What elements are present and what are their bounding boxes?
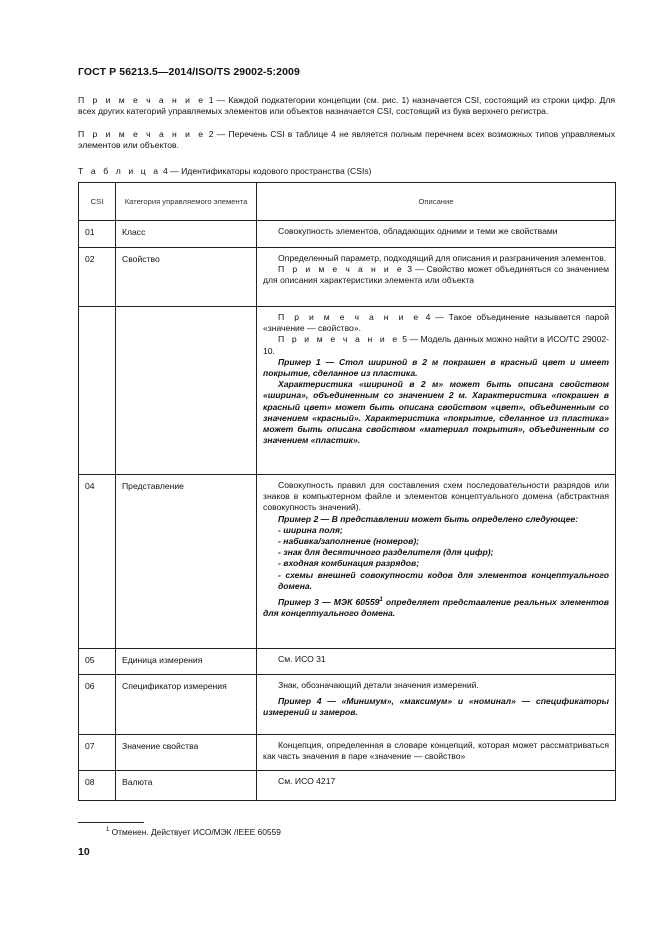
description-cell (257, 649, 616, 675)
caption-label: Т а б л и ц а (78, 166, 161, 176)
document-header: ГОСТ Р 56213.5—2014/ISO/TS 29002-5:2009 (78, 66, 300, 78)
table-row (79, 475, 616, 649)
description-text: См. ИСО 31 (278, 654, 326, 664)
description-text: Совокупность элементов, обладающих одними и теми же свойствами (278, 226, 558, 236)
caption-text: 4 — Идентификаторы кодового пространства (CSIs) (160, 166, 372, 176)
header-description: Описание (257, 183, 616, 221)
csi-code: 08 (79, 771, 116, 801)
note-3 (263, 264, 609, 286)
note-text: 5 — Модель данных можно найти в ИСО/ТС 29002-10. (263, 334, 609, 356)
category-name: Единица измерения (116, 649, 257, 675)
csi-code (79, 307, 116, 475)
note-label: П р и м е ч а н и е (78, 95, 206, 105)
example-3 (263, 597, 609, 619)
category-name: Свойство (116, 248, 257, 307)
page-number: 10 (78, 846, 90, 858)
note-label: П р и м е ч а н и е (278, 312, 421, 322)
note-text: 2 — Перечень CSI в таблице 4 не является полным перечнем всех возможных типов управляемых элементов или объектов. (78, 129, 616, 151)
description-cell (257, 771, 616, 801)
description-text: Определенный параметр, подходящий для описания и разграничения элементов. (278, 253, 607, 263)
table-row (79, 248, 616, 307)
description-cell (257, 475, 616, 649)
description-cell (257, 735, 616, 771)
csi-code: 06 (79, 675, 116, 735)
table-row (79, 735, 616, 771)
example-1-detail: Характеристика «шириной в 2 м» может быть описана свойством «ширина», объединенным со значением 2 м. Характеристика «покрашен в красный цвет» может быть описана свойством «цвет», объединенным со значением «красный». Характеристика «покрытие, сделанное из пластика» может быть описана свойством «материал покрытия», объединенным со значением «пластик». (263, 379, 609, 446)
footnote-ref: 1 (379, 597, 383, 604)
note-4 (263, 312, 609, 334)
list-item: - знак для десятичного разделителя (для цифр); (278, 547, 494, 558)
csi-table (78, 182, 616, 801)
note-text: 3 — Свойство может объединяться со значением для описания характеристики элемента или объекта (263, 264, 609, 286)
example-4: Пример 4 — «Минимум», «максимум» и «номинал» — спецификаторы измерений и замеров. (263, 696, 609, 718)
list-item: - ширина поля; (278, 524, 343, 535)
note-label: П р и м е ч а н и е (278, 264, 405, 275)
list-item: - набивка/заполнение (номеров); (278, 536, 420, 547)
header-category: Категория управляемого элемента (116, 183, 257, 221)
example-3-end: определяет представление реальных элементов для концептуального домена. (263, 597, 609, 619)
table-row (79, 649, 616, 675)
example-2: Пример 2 — В представлении может быть определено следующее: (278, 513, 579, 524)
description-cell (257, 221, 616, 248)
table-row (79, 675, 616, 735)
csi-code: 01 (79, 221, 116, 248)
category-name: Спецификатор измерения (116, 675, 257, 735)
category-name: Представление (116, 475, 257, 649)
category-name: Класс (116, 221, 257, 248)
category-name: Валюта (116, 771, 257, 801)
description-text: См. ИСО 4217 (278, 776, 336, 786)
footnote-divider (78, 822, 144, 823)
example-3-start: Пример 3 — МЭК 60559 (278, 597, 380, 608)
footnote-text: Отменен. Действует ИСО/МЭК /IEEE 60559 (109, 827, 281, 837)
note-5 (263, 334, 609, 356)
header-csi: CSI (79, 183, 116, 221)
note-label: П р и м е ч а н и е (78, 129, 206, 139)
description-cell (257, 675, 616, 735)
description-cell (257, 307, 616, 475)
csi-code: 07 (79, 735, 116, 771)
note-2 (78, 129, 615, 151)
csi-code: 05 (79, 649, 116, 675)
table-row (79, 221, 616, 248)
note-1 (78, 95, 615, 117)
list-item: - схемы внешней совокупности кодов для элементов концептуального домена. (278, 569, 609, 591)
category-name: Значение свойства (116, 735, 257, 771)
category-name (116, 307, 257, 475)
note-text: 1 — Каждой подкатегории концепции (см. рис. 1) назначается CSI, состоящий из строки цифр. Для всех других категорий управляемых элементов или объектов назначается CSI, состоящий из букв верхнего регистра. (78, 95, 615, 117)
footnote-marker: 1 (106, 827, 110, 834)
note-text: 4 — Такое объединение называется парой «значение — свойство». (263, 312, 609, 334)
table-header-row (79, 183, 616, 221)
table-row (79, 307, 616, 475)
csi-code: 02 (79, 248, 116, 307)
description-text: Совокупность правил для составления схем последовательности разрядов или знаков в компьютерном файле и элементов концептуального домена (абстрактная совокупность значений). (263, 480, 609, 513)
description-text: Концепция, определенная в словаре концепций, которая может рассматриваться как часть значения в паре «значение — свойство» (263, 740, 609, 762)
note-label: П р и м е ч а н и е (278, 334, 400, 345)
footnote (106, 827, 281, 837)
example-1: Пример 1 — Стол шириной в 2 м покрашен в красный цвет и имеет покрытие, сделанное из пластика. (263, 356, 609, 379)
table-row (79, 771, 616, 801)
description-text: Знак, обозначающий детали значения измерений. (278, 680, 479, 690)
table-caption (78, 166, 372, 176)
csi-code: 04 (79, 475, 116, 649)
list-item: - входная комбинация разрядов; (278, 558, 420, 569)
description-cell (257, 248, 616, 307)
